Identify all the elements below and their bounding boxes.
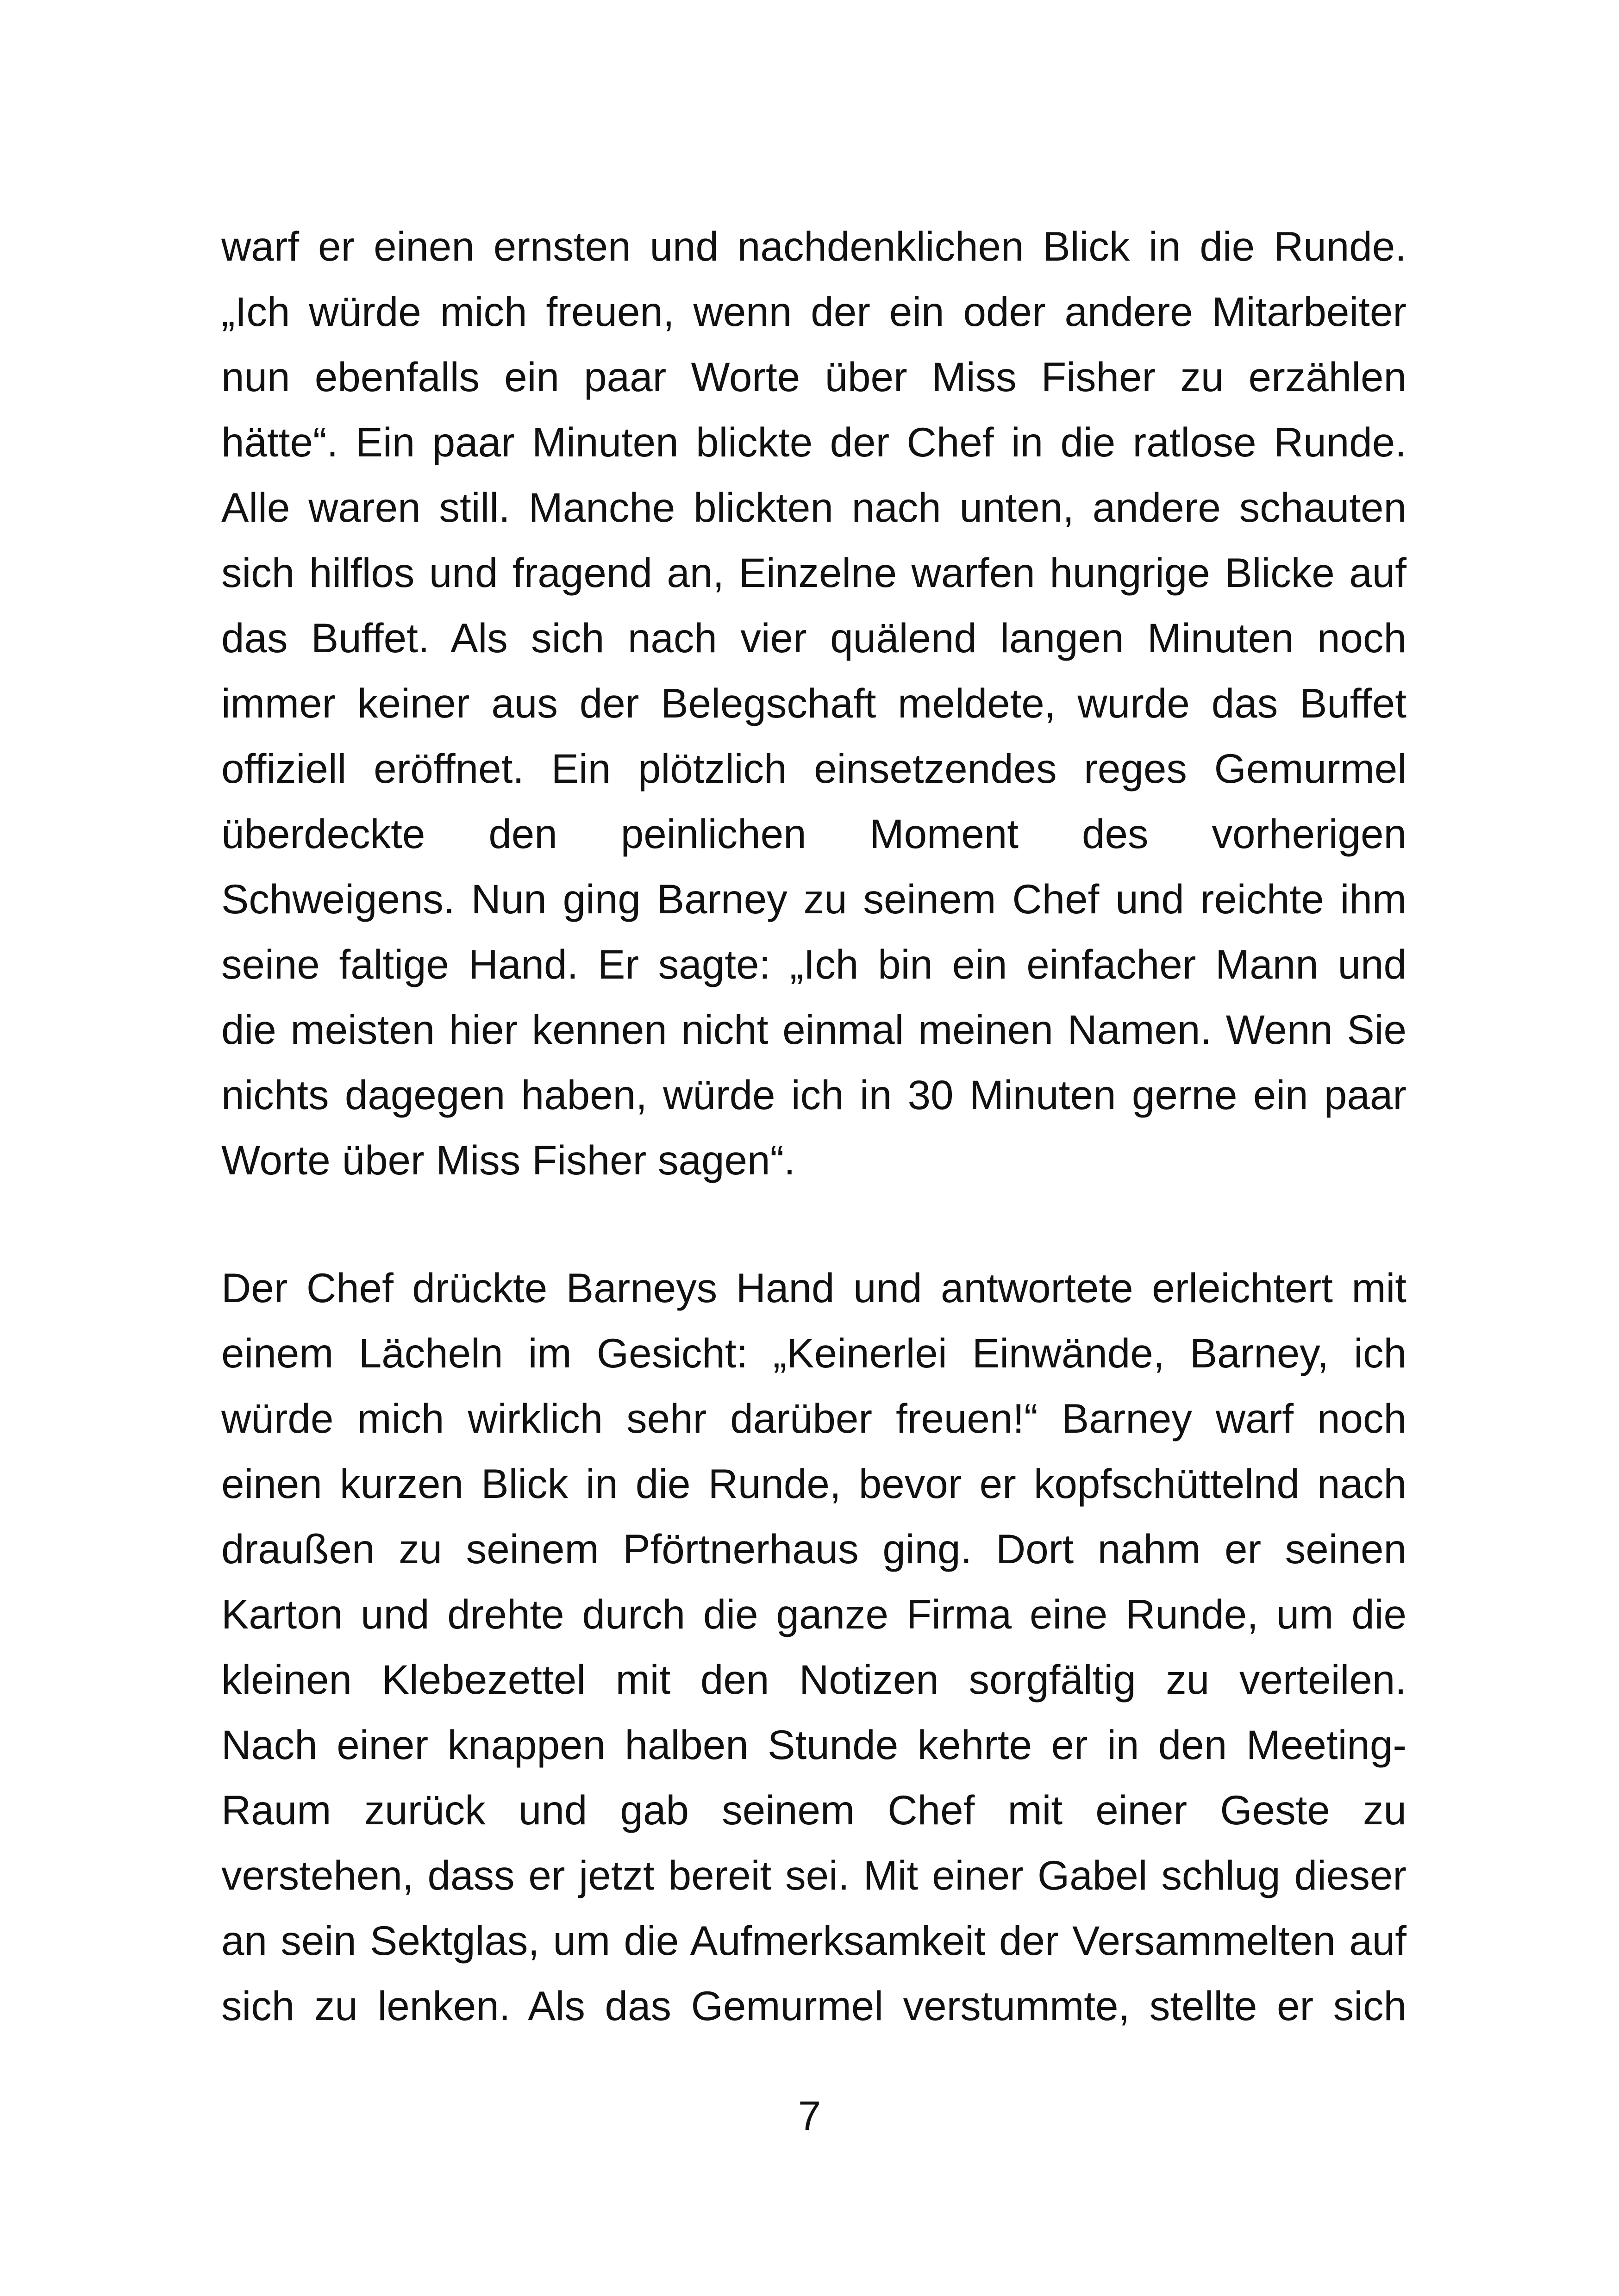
- text-line: sich zu lenken. Als das Gemurmel verstummte, stellte er sich: [221, 1983, 1406, 2029]
- text-line: verstehen, dass er jetzt bereit sei. Mit einer Gabel schlug dieser: [221, 1852, 1406, 1898]
- text-line: warf er einen ernsten und nachdenklichen Blick in die Runde.: [221, 223, 1406, 269]
- text-line: einen kurzen Blick in die Runde, bevor er kopfschüttelnd nach: [221, 1460, 1406, 1507]
- text-line: an sein Sektglas, um die Aufmerksamkeit der Versammelten auf: [221, 1917, 1406, 1964]
- text-line: „Ich würde mich freuen, wenn der ein oder andere Mitarbeiter: [221, 288, 1406, 335]
- paragraph-2: [221, 1255, 1406, 2039]
- text-line: nichts dagegen haben, würde ich in 30 Minuten gerne ein paar: [221, 1072, 1406, 1118]
- text-line: überdeckte den peinlichen Moment des vorherigen: [221, 811, 1406, 857]
- text-line: Worte über Miss Fisher sagen“.: [221, 1137, 795, 1183]
- paragraph-1: [221, 214, 1406, 1193]
- text-line: immer keiner aus der Belegschaft meldete, wurde das Buffet: [221, 680, 1406, 726]
- text-line: draußen zu seinem Pförtnerhaus ging. Dort nahm er seinen: [221, 1526, 1406, 1572]
- text-line: sich hilflos und fragend an, Einzelne warfen hungrige Blicke auf: [221, 549, 1406, 596]
- text-line: Karton und drehte durch die ganze Firma eine Runde, um die: [221, 1591, 1406, 1637]
- text-line: seine faltige Hand. Er sagte: „Ich bin ein einfacher Mann und: [221, 941, 1406, 987]
- text-line: würde mich wirklich sehr darüber freuen!“ Barney warf noch: [221, 1395, 1406, 1441]
- text-line: Schweigens. Nun ging Barney zu seinem Chef und reichte ihm: [221, 876, 1406, 922]
- text-line: hätte“. Ein paar Minuten blickte der Chef in die ratlose Runde.: [221, 419, 1406, 465]
- text-line: kleinen Klebezettel mit den Notizen sorgfältig zu verteilen.: [221, 1656, 1406, 1703]
- text-line: Der Chef drückte Barneys Hand und antwortete erleichtert mit: [221, 1265, 1406, 1311]
- page-number: 7: [798, 2092, 821, 2139]
- text-line: einem Lächeln im Gesicht: „Keinerlei Einwände, Barney, ich: [221, 1330, 1406, 1376]
- text-line: Nach einer knappen halben Stunde kehrte er in den Meeting-: [221, 1722, 1406, 1768]
- text-line: das Buffet. Als sich nach vier quälend langen Minuten noch: [221, 615, 1406, 661]
- text-line: Alle waren still. Manche blickten nach unten, andere schauten: [221, 484, 1406, 530]
- text-line: Raum zurück und gab seinem Chef mit einer Geste zu: [221, 1787, 1406, 1833]
- text-line: die meisten hier kennen nicht einmal meinen Namen. Wenn Sie: [221, 1006, 1406, 1053]
- text-line: nun ebenfalls ein paar Worte über Miss Fisher zu erzählen: [221, 354, 1406, 400]
- text-line: offiziell eröffnet. Ein plötzlich einsetzendes reges Gemurmel: [221, 745, 1406, 792]
